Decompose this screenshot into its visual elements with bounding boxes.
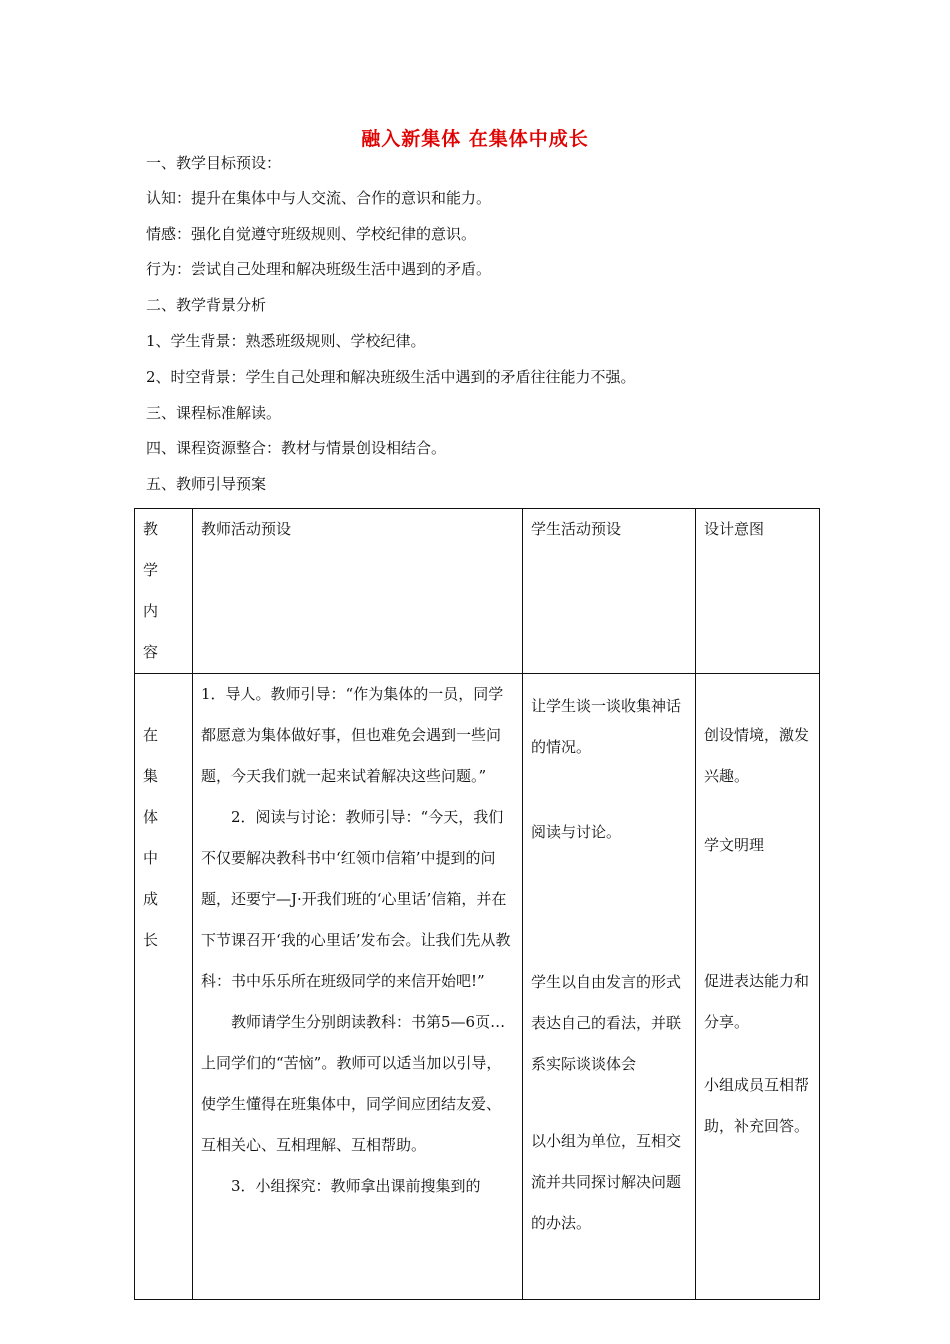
cell-design-intent <box>696 674 820 1300</box>
student-activity-1: 让学生谈一谈收集神话的情况。 <box>531 697 682 756</box>
table-header-row <box>135 509 820 674</box>
goal-emotion: 情感：强化自觉遵守班级规则、学校纪律的意识。 <box>146 225 477 243</box>
teacher-step-1: 1．导人。教师引导：“作为集体的一员，同学都愿意为集体做好事，但也难免会遇到一些问题，今天我们就一起来试着解决这些问题。” <box>201 685 504 785</box>
teacher-step-3: 3．小组探究：教师拿出课前搜集到的 <box>231 1177 481 1195</box>
student-activity-2: 阅读与讨论。 <box>531 823 622 841</box>
cell-student-activity <box>523 674 696 1300</box>
teacher-step-2: 2．阅读与讨论：教师引导：“今天，我们不仅要解决教科书中‘红领巾信箱’中提到的问题，还要宁—J·开我们班的‘心里话’信箱，并在下节课召开‘我的心里话’发布会。让我们先从教科：书中乐乐所在班级同学的来信开始吧!” <box>201 808 511 990</box>
content-label: 在集体中成长 <box>143 726 165 949</box>
section-heading-resources: 四、课程资源整合：教材与情景创设相结合。 <box>146 439 447 457</box>
cell-teacher-activity <box>193 674 523 1300</box>
cell-content <box>135 674 193 1300</box>
intent-4: 小组成员互相帮助，补充回答。 <box>704 1076 810 1135</box>
goal-cognition: 认知：提升在集体中与人交流、合作的意识和能力。 <box>146 189 492 207</box>
header-design-intent: 设计意图 <box>696 509 820 674</box>
student-activity-4: 以小组为单位，互相交流并共同探讨解决问题的办法。 <box>531 1132 682 1232</box>
lesson-plan-table <box>134 508 820 1300</box>
background-students: 1、学生背景：熟悉班级规则、学校纪律。 <box>146 332 426 350</box>
intent-2: 学文明理 <box>704 836 765 854</box>
intent-3: 促进表达能力和分享。 <box>704 972 810 1031</box>
document-title: 融入新集体 在集体中成长 <box>361 128 589 150</box>
goal-behavior: 行为：尝试自己处理和解决班级生活中遇到的矛盾。 <box>146 260 492 278</box>
table-row <box>135 674 820 1300</box>
teacher-step-2-detail: 教师请学生分别朗读教科：书第5—6页…上同学们的“苦恼”。教师可以适当加以引导，使学生懂得在班集体中，同学间应团结友爱、互相关心、互相理解、互相帮助。 <box>201 1013 506 1154</box>
student-activity-3: 学生以自由发言的形式表达自己的看法，并联系实际谈谈体会 <box>531 973 682 1073</box>
intent-1: 创设情境，激发兴趣。 <box>704 726 810 785</box>
header-teacher-activity: 教师活动预设 <box>193 509 523 674</box>
header-teaching-content: 教学内容 <box>135 509 193 674</box>
section-heading-background: 二、教学背景分析 <box>146 296 267 314</box>
section-heading-plan: 五、教师引导预案 <box>146 475 267 493</box>
section-heading-goals: 一、教学目标预设： <box>146 154 282 172</box>
background-time-space: 2、时空背景：学生自己处理和解决班级生活中遇到的矛盾往往能力不强。 <box>146 368 636 386</box>
section-heading-standards: 三、课程标准解读。 <box>146 404 282 422</box>
header-student-activity: 学生活动预设 <box>523 509 696 674</box>
